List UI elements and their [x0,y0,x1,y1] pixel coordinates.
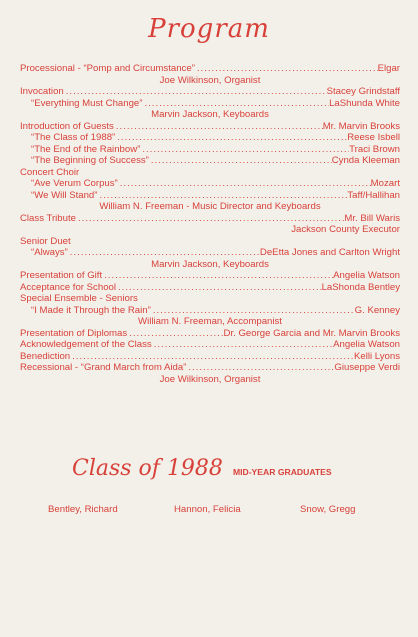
program-item-label: Acceptance for School [20,281,116,293]
program-item-performer: Kelli Lyons [353,350,400,362]
program-item [20,121,400,133]
program-item-performer: LaShonda Bentley [321,281,400,293]
program-item-label: Presentation of Diplomas [20,327,128,339]
graduate-name: Hannon, Felicia [174,504,241,515]
program-item-label: “I Made it Through the Rain” [31,304,151,316]
program-item-label: “The Beginning of Success” [31,155,149,166]
program-credit: Marvin Jackson, Keyboards [151,109,269,120]
program-item-label: Invocation [20,86,64,97]
program-credit: William N. Freeman - Music Director and Keyboards [99,201,321,212]
dot-leader [115,132,347,144]
program-item-performer: Giuseppe Verdi [334,362,400,373]
class-title: Class of 1988 [72,456,223,481]
dot-leader [195,63,378,75]
program-item [20,351,400,363]
program-item [20,339,400,351]
program-item [20,305,400,317]
program-item [20,213,400,225]
dot-leader [186,362,334,374]
program-item [20,98,400,110]
program-item-performer: LaShunda White [329,97,400,109]
program-item-performer: Mr. Bill Waris [344,212,400,224]
program-item-performer: DeEtta Jones and Carlton Wright [259,247,400,258]
program-item-performer: Angelia Watson [333,270,400,281]
program-item-performer: Mr. Marvin Brooks [322,120,400,132]
dot-leader [97,190,347,202]
program-item-performer: Mozart [370,178,400,189]
program-item-label: Benediction [20,350,71,362]
program-credit: William N. Freeman, Accompanist [138,316,282,327]
program-item-label: Processional - “Pomp and Circumstance” [20,63,195,74]
class-heading [72,456,332,481]
program-item-performer: Taff/Hallihan [347,189,400,201]
dot-leader [114,121,323,133]
dot-leader [152,339,333,351]
program-section-heading: Concert Choir [20,166,80,178]
dot-leader [68,247,260,259]
program-item-performer: Elgar [377,63,400,74]
program-credit: Joe Wilkinson, Organist [159,373,261,385]
program-item [20,178,400,190]
dot-leader [70,351,354,363]
program-item-performer: G. Kenney [354,304,400,316]
program-item-performer: Reese Isbell [347,132,400,143]
dot-leader [116,282,322,294]
program-item-label: “The End of the Rainbow” [31,143,141,155]
program-item [20,63,400,75]
dot-leader [118,178,371,190]
program-item [20,190,400,202]
dot-leader [127,328,223,340]
program-item-performer: Traci Brown [349,143,400,155]
program-item-performer: Dr. George Garcia and Mr. Marvin Brooks [223,327,400,339]
dot-leader [142,98,329,110]
program-title: Program [148,14,270,44]
program-item-label: Introduction of Guests [20,120,114,132]
program-credit: Jackson County Executor [291,224,400,235]
program-item [20,362,400,374]
program-item-performer: Cynda Kleeman [331,155,400,166]
dot-leader [102,270,333,282]
program-item-label: “The Class of 1988” [31,132,116,143]
dot-leader [151,305,355,317]
program-item [20,132,400,144]
program-list [20,63,400,385]
program-item [20,144,400,156]
program-item [20,282,400,294]
graduate-name: Snow, Gregg [300,504,356,515]
program-item [20,328,400,340]
program-item-label: Recessional - “Grand March from Aida” [20,362,187,373]
program-item [20,86,400,98]
program-credit: Joe Wilkinson, Organist [159,74,261,86]
program-item-label: “Ave Verum Corpus” [31,178,118,189]
graduate-name: Bentley, Richard [48,504,118,515]
program-item [20,270,400,282]
program-section-heading: Special Ensemble - Seniors [20,293,138,304]
program-item-label: “Everything Must Change” [31,97,143,109]
program-item [20,155,400,167]
dot-leader [76,213,344,225]
program-item [20,247,400,259]
program-item-label: Presentation of Gift [20,270,103,281]
dot-leader [149,155,332,167]
program-item-label: Acknowledgement of the Class [20,339,152,350]
program-credit: Marvin Jackson, Keyboards [151,258,269,270]
program-item-performer: Angelia Watson [333,339,400,350]
dot-leader [140,144,349,156]
program-section-heading: Senior Duet [20,235,71,247]
program-item-performer: Stacey Grindstaff [326,86,400,97]
program-item-label: “Always” [31,247,68,258]
program-item-label: Class Tribute [20,212,76,224]
dot-leader [64,86,327,98]
program-item-label: “We Will Stand” [31,189,98,201]
class-subtitle: MID-YEAR GRADUATES [232,467,332,477]
